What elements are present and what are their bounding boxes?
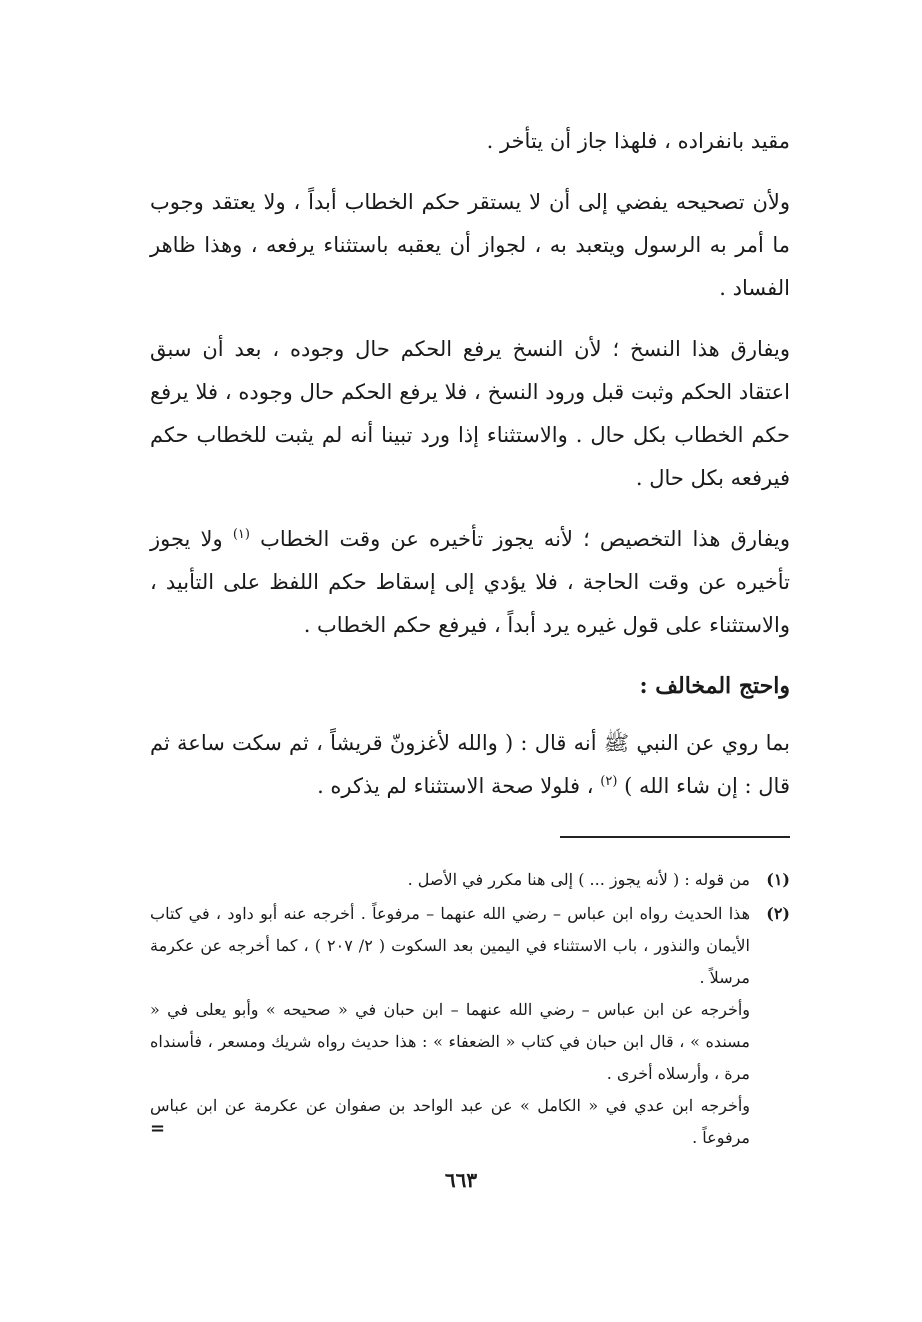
- footnote-ref-1[interactable]: (١): [232, 527, 250, 542]
- paragraph-5: [150, 722, 790, 808]
- continuation-mark: =: [150, 1118, 166, 1139]
- paragraph-2: ولأن تصحيحه يفضي إلى أن لا يستقر حكم الخطاب أبداً ، ولا يعتقد وجوب ما أمر به الرسول ويتعبد به ، لجواز أن يعقبه باستثناء يرفعه ، وهذا ظاهر الفساد .: [150, 190, 790, 300]
- paragraph-4-end: ولا يجوز تأخيره عن وقت الحاجة ، فلا يؤدي إلى إسقاط حكم اللفظ على التأبيد ، والاستثناء على قول غيره يرد أبداً ، فيرفع حكم الخطاب .: [150, 527, 790, 637]
- paragraph-5-start: بما روي عن النبي ﷺ أنه قال : ( والله لأغزونّ قريشاً ، ثم سكت ساعة ثم قال : إن شاء الله ): [150, 731, 790, 798]
- paragraph-5-end: ، فلولا صحة الاستثناء لم يذكره .: [317, 774, 594, 798]
- section-heading: واحتج المخالف :: [639, 673, 790, 699]
- footnote-body: [150, 864, 750, 896]
- page-number: ٦٦٣: [444, 1168, 478, 1192]
- paragraph-4: [150, 518, 790, 647]
- footnote-line: من قوله : ( لأنه يجوز ... ) إلى هنا مكرر في الأصل .: [407, 870, 750, 889]
- footnote-line: هذا الحديث رواه ابن عباس – رضي الله عنهما – مرفوعاً . أخرجه عنه أبو داود ، في كتاب الأيمان والنذور ، باب الاستثناء في اليمين بعد السكوت ( ٢/ ٢٠٧ ) ، كما أخرجه عن عكرمة مرسلاً .: [150, 904, 751, 987]
- footnotes: [150, 864, 790, 1154]
- footnote-body: [150, 898, 750, 1154]
- footnote-2: [150, 898, 790, 1154]
- main-text: [150, 120, 790, 808]
- page-content: [150, 120, 790, 1156]
- footnote-line: وأخرجه ابن عدي في « الكامل » عن عبد الواحد بن صفوان عن عكرمة عن ابن عباس مرفوعاً .: [150, 1096, 750, 1147]
- footnote-1: [150, 864, 790, 896]
- footnote-number: (١): [766, 870, 790, 889]
- paragraph-3: ويفارق هذا النسخ ؛ لأن النسخ يرفع الحكم حال وجوده ، بعد أن سبق اعتقاد الحكم وثبت قبل ورود النسخ ، فلا يرفع الحكم حال وجوده ، فلا يرفع حكم الخطاب بكل حال . والاستثناء إذا ورد تبينا أنه لم يثبت للخطاب حكم فيرفعه بكل حال .: [150, 337, 790, 490]
- paragraph-4-start: ويفارق هذا التخصيص ؛ لأنه يجوز تأخيره عن وقت الخطاب: [260, 527, 790, 551]
- footnote-line: وأخرجه عن ابن عباس – رضي الله عنهما – ابن حبان في « صحيحه » وأبو يعلى في « مسنده » ، قال ابن حبان في كتاب « الضعفاء » : هذا حديث رواه شريك ومسعر ، فأسنداه مرة ، وأرسلاه أخرى .: [150, 1000, 750, 1083]
- footnote-ref-2[interactable]: (٢): [600, 774, 618, 789]
- paragraph-1: مقيد بانفراده ، فلهذا جاز أن يتأخر .: [486, 129, 790, 153]
- footnote-separator: [560, 836, 790, 838]
- footnote-number: (٢): [766, 904, 790, 923]
